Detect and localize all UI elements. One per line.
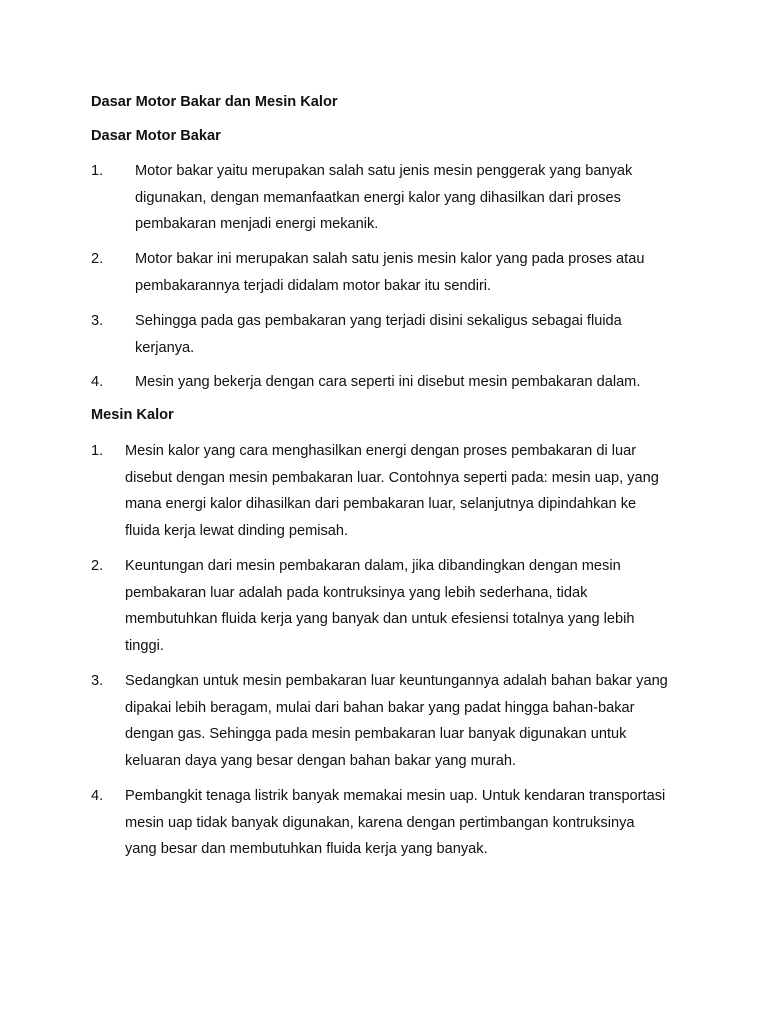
list-item-text: Keuntungan dari mesin pembakaran dalam, jika dibandingkan dengan mesin pembakaran luar adalah pada kontruksinya yang lebih sederhana, tidak membutuhkan fluida kerja yang banyak dan untuk efesiensi totalnya yang lebih tinggi. [125,558,635,654]
list-item [91,308,691,361]
list-item [91,438,691,544]
document-title: Dasar Motor Bakar dan Mesin Kalor [91,94,338,110]
list-item-number: 1. [91,163,104,179]
list-item-number: 4. [91,788,104,804]
list-item [91,158,691,238]
section-heading-dasar-motor-bakar: Dasar Motor Bakar [91,128,221,144]
list-item-number: 2. [91,558,104,574]
list-item-text: Pembangkit tenaga listrik banyak memakai mesin uap. Untuk kendaran transportasi mesin uap tidak banyak digunakan, karena dengan pertimbangan kontruksinya yang besar dan membutuhkan fluida kerja yang banyak. [125,788,666,857]
section-heading-mesin-kalor: Mesin Kalor [91,407,174,423]
list-item-number: 4. [91,374,104,390]
list-item [91,668,691,774]
list-item [91,246,691,299]
list-item-number: 2. [91,251,104,267]
list-item-text: Sedangkan untuk mesin pembakaran luar keuntungannya adalah bahan bakar yang dipakai lebih beragam, mulai dari bahan bakar yang padat hingga bahan-bakar dengan gas. Sehingga pada mesin pembakaran luar banyak digunakan untuk keluaran daya yang besar dengan bahan bakar yang murah. [125,673,668,769]
list-item-number: 1. [91,443,104,459]
list-item-text: Sehingga pada gas pembakaran yang terjadi disini sekaligus sebagai fluida kerjanya. [135,313,622,356]
list-item-number: 3. [91,313,104,329]
list-item [91,369,691,396]
list-item-text: Motor bakar ini merupakan salah satu jenis mesin kalor yang pada proses atau pembakarannya terjadi didalam motor bakar itu sendiri. [135,251,645,294]
list-item-text: Mesin kalor yang cara menghasilkan energi dengan proses pembakaran di luar disebut dengan mesin pembakaran luar. Contohnya seperti pada: mesin uap, yang mana energi kalor dihasilkan dari pembakaran luar, selanjutnya dipindahkan ke fluida kerja lewat dinding pemisah. [125,443,659,539]
list-item-number: 3. [91,673,104,689]
list-item-text: Motor bakar yaitu merupakan salah satu jenis mesin penggerak yang banyak digunakan, dengan memanfaatkan energi kalor yang dihasilkan dari proses pembakaran menjadi energi mekanik. [135,163,633,232]
list-item-text: Mesin yang bekerja dengan cara seperti ini disebut mesin pembakaran dalam. [135,374,641,390]
list-item [91,783,691,863]
list-item [91,553,691,659]
